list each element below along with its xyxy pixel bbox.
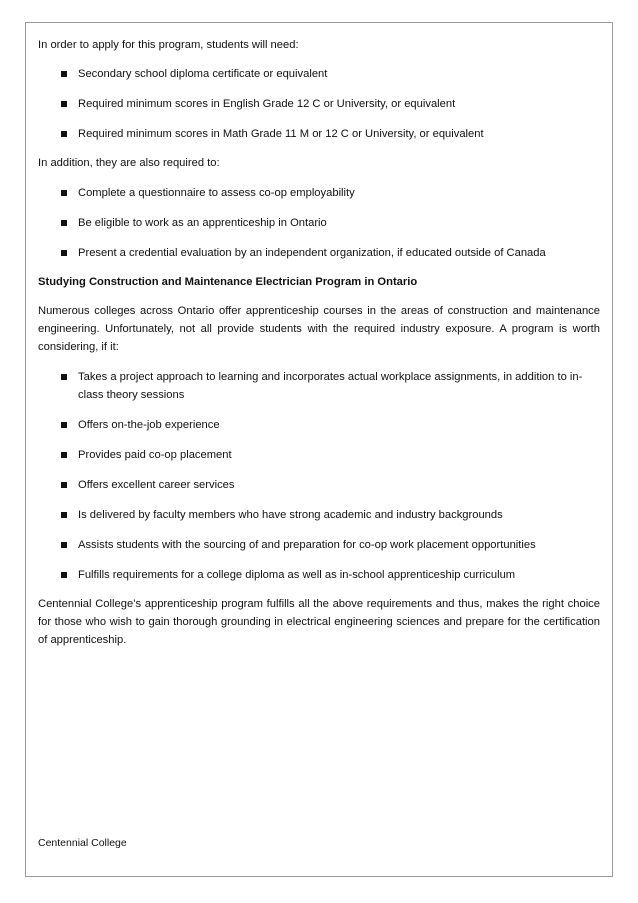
list-item: Required minimum scores in Math Grade 11 M or 12 C or University, or equivalent	[38, 125, 600, 143]
bullet-icon	[61, 190, 67, 196]
list-item: Offers excellent career services	[38, 476, 600, 494]
page-footer: Centennial College	[38, 837, 127, 849]
bullet-icon	[61, 220, 67, 226]
bullet-icon	[61, 452, 67, 458]
addition-intro-text: In addition, they are also required to:	[38, 157, 220, 170]
list-item: Required minimum scores in English Grade 12 C or University, or equivalent	[38, 95, 600, 113]
list-item: Present a credential evaluation by an independent organization, if educated outside of Canada	[38, 244, 600, 262]
intro-text: In order to apply for this program, students will need:	[38, 39, 299, 51]
section-heading: Studying Construction and Maintenance Electrician Program in Ontario	[38, 275, 418, 288]
bullet-icon	[61, 482, 67, 488]
list-item: Provides paid co-op placement	[38, 446, 600, 464]
list-item: Secondary school diploma certificate or equivalent	[38, 65, 600, 83]
requirements-list	[38, 65, 600, 143]
document-body	[38, 36, 600, 661]
list-item: Is delivered by faculty members who have strong academic and industry backgrounds	[38, 506, 600, 524]
list-item: Complete a questionnaire to assess co-op employability	[38, 184, 600, 202]
bullet-icon	[61, 131, 67, 137]
conclusion-paragraph: Centennial College’s apprenticeship program fulfills all the above requirements and thus, makes the right choice for those who wish to gain thorough grounding in electrical engineering sciences and prepare for the certification of apprenticeship.	[38, 598, 600, 647]
bullet-icon	[61, 71, 67, 77]
bullet-icon	[61, 542, 67, 548]
list-item: Offers on-the-job experience	[38, 416, 600, 434]
program-criteria-list	[38, 368, 600, 584]
bullet-icon	[61, 422, 67, 428]
list-item: Assists students with the sourcing of and preparation for co-op work placement opportunities	[38, 536, 600, 554]
additional-requirements-list	[38, 184, 600, 262]
bullet-icon	[61, 512, 67, 518]
bullet-icon	[61, 250, 67, 256]
bullet-icon	[61, 101, 67, 107]
list-item: Takes a project approach to learning and incorporates actual workplace assignments, in addition to in-class theory sessions	[38, 368, 600, 404]
bullet-icon	[61, 572, 67, 578]
list-item: Fulfills requirements for a college diploma as well as in-school apprenticeship curriculum	[38, 566, 600, 584]
list-item: Be eligible to work as an apprenticeship in Ontario	[38, 214, 600, 232]
bullet-icon	[61, 374, 67, 380]
section-paragraph: Numerous colleges across Ontario offer apprenticeship courses in the areas of construction and maintenance engineering. Unfortunately, not all provide students with the required industry exposure. A program is worth considering, if it:	[38, 305, 600, 354]
